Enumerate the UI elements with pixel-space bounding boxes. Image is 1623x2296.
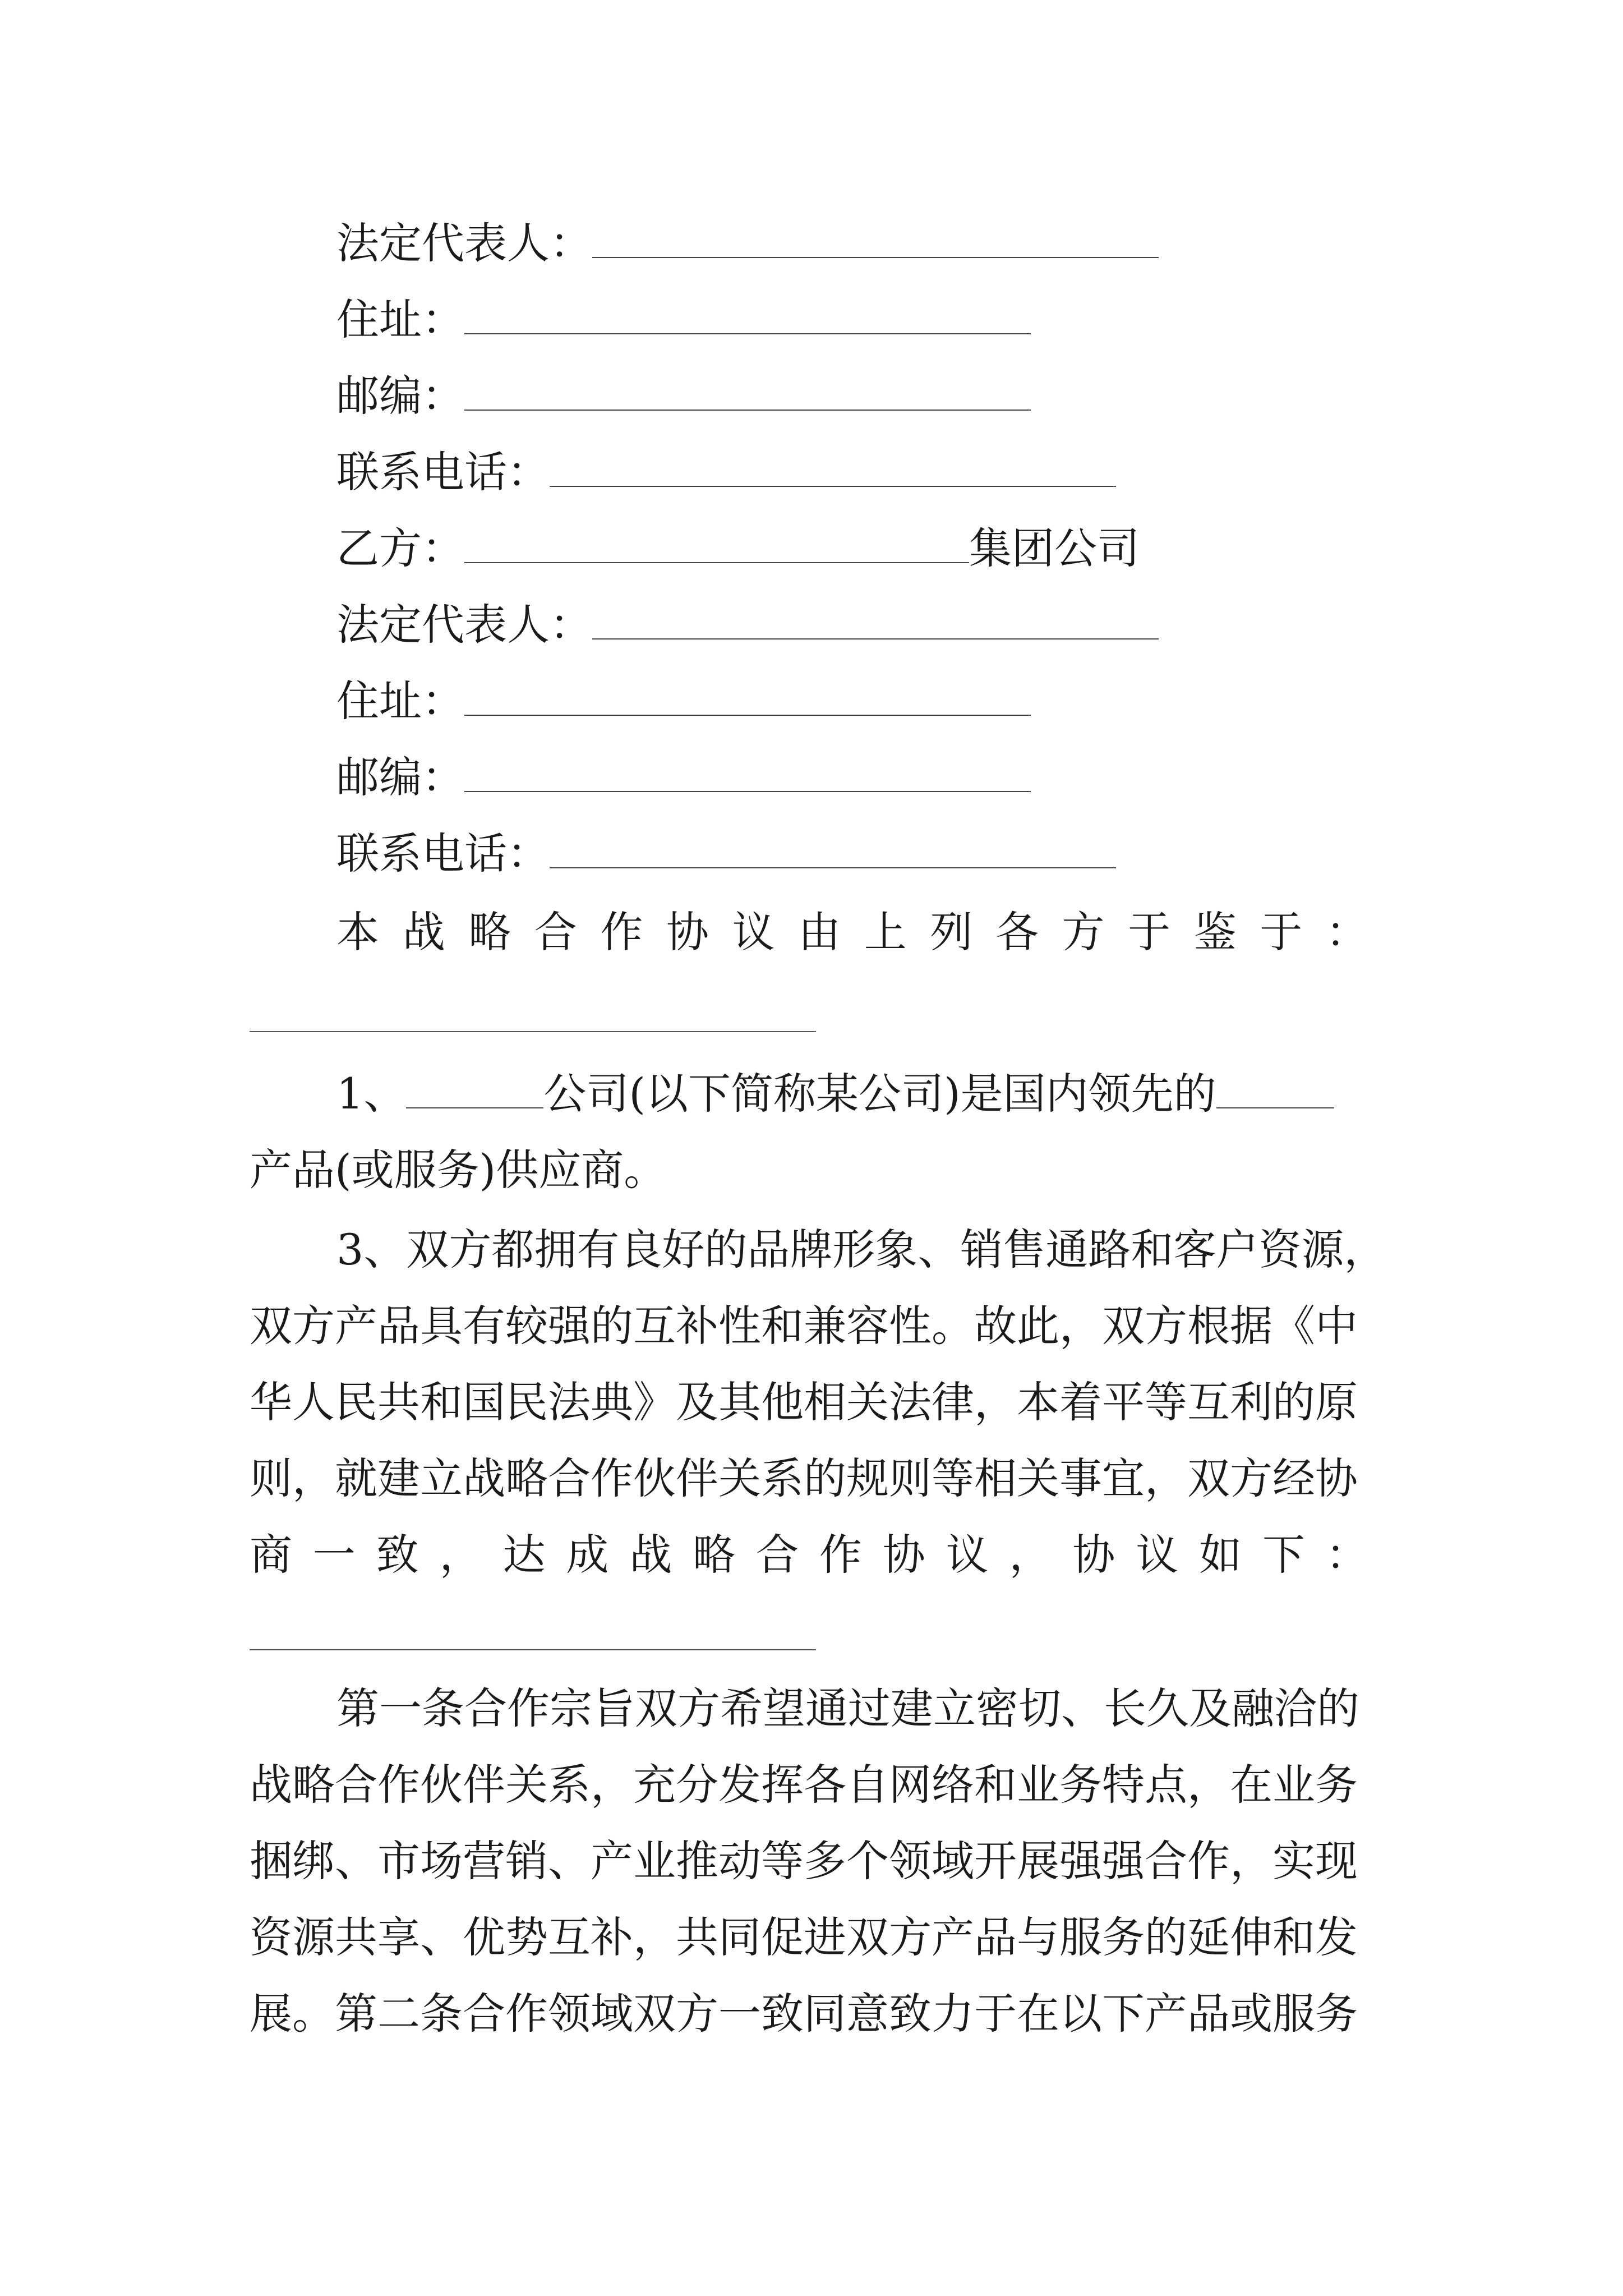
preamble-char: 协	[666, 907, 709, 957]
article-1-line-3: 捆绑、市场营销、产业推动等多个领域开展强强合作，实现	[250, 1836, 1358, 1886]
party-b-address-label: 住址：	[336, 676, 464, 726]
party-b-postcode-label: 邮编：	[336, 752, 464, 802]
party-b-legal-rep-label: 法定代表人：	[336, 600, 592, 650]
recital-char: 合	[756, 1530, 799, 1580]
recital-char: 一	[312, 1530, 356, 1580]
preamble-char: 各	[995, 907, 1039, 957]
recital-1-middle: 公司(以下简称某公司)是国内领先的	[543, 1069, 1216, 1119]
recital-3-blank[interactable]	[250, 1649, 816, 1650]
recital-char: 战	[629, 1530, 672, 1580]
party-a-legal-rep-label: 法定代表人：	[336, 218, 592, 268]
party-a-legal-rep-row	[336, 215, 1159, 272]
party-b-phone-row	[336, 826, 1116, 882]
article-1-line-1: 第一条合作宗旨双方希望通过建立密切、长久及融洽的	[336, 1683, 1359, 1733]
preamble-char: 战	[402, 907, 445, 957]
recital-char: 下	[1262, 1530, 1305, 1580]
recital-1-company-blank[interactable]	[406, 1071, 543, 1108]
recital-char: 致	[376, 1530, 419, 1580]
recital-3-line-1: 3、双方都拥有良好的品牌形象、销售通路和客户资源，	[336, 1225, 1387, 1274]
party-b-legal-rep-blank[interactable]	[592, 602, 1159, 639]
preamble-char: 方	[1062, 907, 1105, 957]
party-a-address-blank[interactable]	[464, 297, 1031, 334]
preamble-blank[interactable]	[250, 1031, 816, 1032]
recital-3-line-3: 华人民共和国民法典》及其他相关法律，本着平等互利的原	[250, 1377, 1358, 1427]
preamble-char: 于	[1260, 907, 1303, 957]
party-b-name-row	[336, 521, 1140, 577]
party-a-phone-blank[interactable]	[550, 450, 1116, 487]
recital-char: ，	[439, 1530, 482, 1580]
recital-char: 商	[250, 1530, 292, 1580]
recital-char: 议	[946, 1530, 989, 1580]
party-b-postcode-blank[interactable]	[464, 755, 1031, 792]
party-a-address-label: 住址：	[336, 295, 464, 344]
recital-char: 协	[882, 1530, 925, 1580]
party-b-legal-rep-row	[336, 597, 1159, 653]
party-a-phone-label: 联系电话：	[336, 447, 550, 497]
recital-char: ：	[1325, 1530, 1368, 1580]
recital-char: 作	[819, 1530, 862, 1580]
preamble-char: 列	[930, 907, 973, 957]
recital-char: 达	[502, 1530, 546, 1580]
party-a-postcode-blank[interactable]	[464, 374, 1031, 411]
recital-char: 成	[566, 1530, 609, 1580]
party-b-postcode-row	[336, 749, 1031, 806]
party-b-address-row	[336, 673, 1031, 729]
article-1-line-4: 资源共享、优势互补，共同促进双方产品与服务的延伸和发	[250, 1912, 1358, 1962]
party-a-legal-rep-blank[interactable]	[592, 221, 1159, 258]
party-b-phone-label: 联系电话：	[336, 829, 550, 878]
preamble-char: 于	[1128, 907, 1171, 957]
party-a-postcode-label: 邮编：	[336, 371, 464, 421]
party-b-name-suffix: 集团公司	[969, 523, 1140, 573]
party-b-name-label: 乙方：	[336, 523, 464, 573]
preamble-char: ：	[1325, 907, 1368, 957]
preamble-char: 本	[336, 907, 379, 957]
recital-char: 略	[693, 1530, 736, 1580]
recital-1-product-blank[interactable]	[1216, 1071, 1334, 1108]
preamble-char: 上	[864, 907, 907, 957]
party-a-phone-row	[336, 444, 1116, 500]
party-a-address-row	[336, 292, 1031, 348]
recital-3-line-2: 双方产品具有较强的互补性和兼容性。故此，双方根据《中	[250, 1301, 1358, 1351]
preamble-char: 议	[732, 907, 775, 957]
preamble-line	[336, 904, 1368, 960]
preamble-char: 略	[468, 907, 511, 957]
recital-3-line-4: 则，就建立战略合作伙伴关系的规则等相关事宜，双方经协	[250, 1453, 1358, 1503]
preamble-char: 合	[534, 907, 577, 957]
party-a-postcode-row	[336, 368, 1031, 424]
article-1-line-2: 战略合作伙伴关系，充分发挥各自网络和业务特点，在业务	[250, 1760, 1358, 1810]
recital-1-line-2: 产品(或服务)供应商。	[250, 1145, 667, 1195]
preamble-char: 鉴	[1193, 907, 1237, 957]
recital-char: ，	[1009, 1530, 1052, 1580]
party-b-name-blank[interactable]	[464, 526, 969, 563]
recital-1-prefix: 1、	[336, 1069, 407, 1119]
party-b-phone-blank[interactable]	[550, 831, 1116, 868]
preamble-char: 作	[600, 907, 643, 957]
recital-char: 议	[1136, 1530, 1179, 1580]
recital-char: 如	[1199, 1530, 1242, 1580]
party-b-address-blank[interactable]	[464, 679, 1031, 716]
preamble-char: 由	[798, 907, 841, 957]
recital-1-line-1	[336, 1066, 1334, 1122]
recital-3-line-5	[250, 1527, 1368, 1583]
recital-char: 协	[1072, 1530, 1115, 1580]
article-1-line-5: 展。第二条合作领域双方一致同意致力于在以下产品或服务	[250, 1989, 1358, 2039]
